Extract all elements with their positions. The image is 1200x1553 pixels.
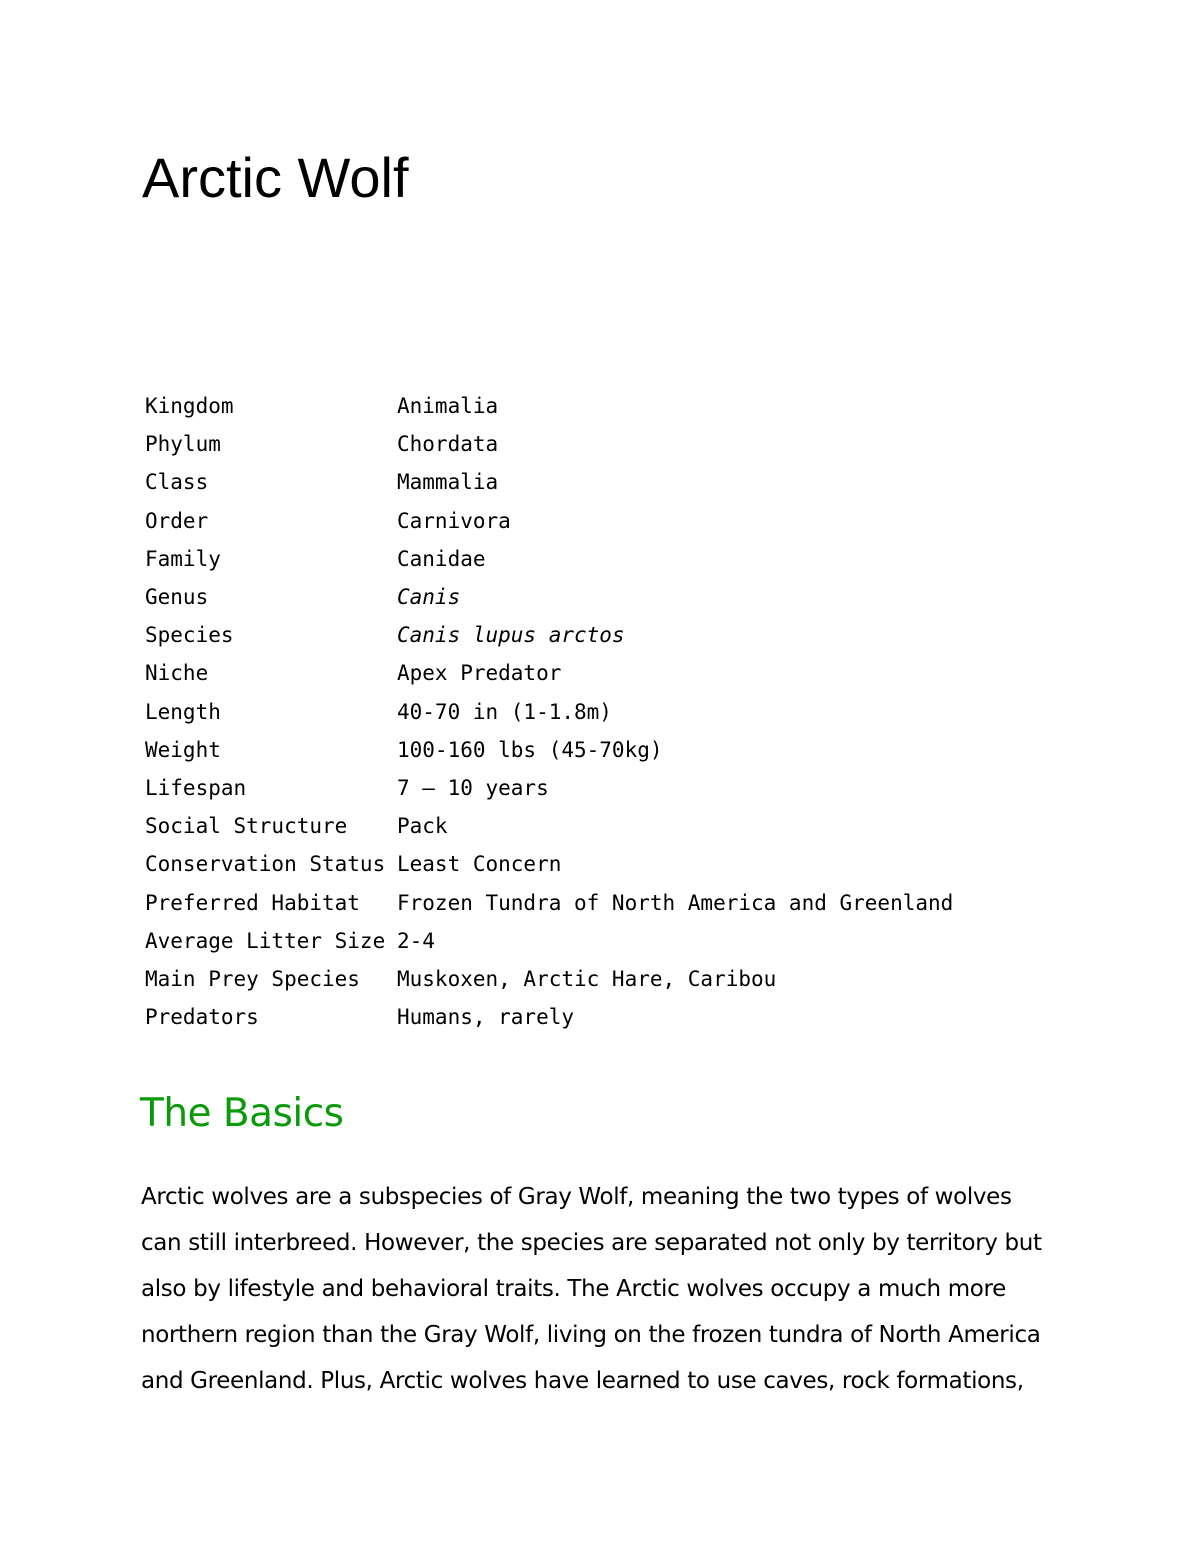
section-heading: The Basics (140, 1091, 344, 1136)
paragraph-line: Arctic wolves are a subspecies of Gray Wolf, meaning the two types of wolves (141, 1184, 1012, 1210)
paragraph-line: can still interbreed. However, the species are separated not only by territory but (141, 1230, 1042, 1256)
fact-value: Mammalia (397, 470, 499, 495)
fact-value: 2-4 (397, 928, 435, 953)
fact-row (145, 960, 953, 998)
fact-value: Humans, rarely (397, 1005, 575, 1030)
fact-label: Predators (145, 1005, 259, 1030)
fact-label: Niche (145, 661, 209, 686)
fact-value: Canis (397, 585, 461, 610)
fact-value: Carnivora (397, 508, 511, 533)
fact-label: Species (145, 623, 234, 648)
fact-label: Weight (145, 737, 221, 762)
fact-value: Muskoxen, Arctic Hare, Caribou (397, 967, 777, 992)
fact-row (145, 540, 953, 578)
fact-value: Animalia (397, 394, 499, 418)
fact-row (145, 807, 953, 845)
fact-label: Class (145, 470, 209, 495)
fact-row (145, 616, 953, 654)
fact-row (145, 769, 953, 807)
fact-row (145, 922, 953, 960)
fact-row (145, 845, 953, 883)
fact-label: Genus (145, 585, 209, 610)
fact-row (145, 654, 953, 692)
fact-row (145, 731, 953, 769)
fact-label: Social Structure (145, 814, 348, 839)
fact-label: Kingdom (145, 394, 234, 418)
fact-value: Canis lupus arctos (397, 623, 625, 648)
fact-label: Average Litter Size (145, 928, 386, 953)
fact-value: Chordata (397, 432, 499, 457)
fact-label: Length (145, 699, 221, 724)
fact-row (145, 693, 953, 731)
fact-label: Main Prey Species (145, 967, 360, 992)
fact-value: Least Concern (397, 852, 562, 877)
fact-value: Frozen Tundra of North America and Greenland (397, 890, 954, 915)
fact-value: Pack (397, 814, 448, 839)
fact-row (145, 425, 953, 463)
fact-value: Apex Predator (397, 661, 562, 686)
fact-row (145, 998, 953, 1036)
paragraph-line: also by lifestyle and behavioral traits. The Arctic wolves occupy a much more (141, 1276, 1006, 1302)
fact-sheet (145, 387, 953, 1036)
fact-row (145, 463, 953, 501)
fact-row (145, 502, 953, 540)
fact-value: Canidae (397, 546, 486, 571)
fact-value: 7 – 10 years (397, 776, 549, 801)
fact-label: Phylum (145, 432, 221, 457)
fact-label: Family (145, 546, 221, 571)
fact-label: Lifespan (145, 776, 247, 801)
fact-label: Conservation Status (145, 852, 386, 877)
fact-row (145, 578, 953, 616)
section-body (141, 1174, 1061, 1404)
fact-label: Order (145, 508, 209, 533)
fact-row (145, 387, 953, 425)
fact-value: 40-70 in (1-1.8m) (397, 699, 612, 724)
fact-label: Preferred Habitat (145, 890, 360, 915)
paragraph-line: northern region than the Gray Wolf, living on the frozen tundra of North America (141, 1322, 1041, 1348)
fact-row (145, 884, 953, 922)
fact-value: 100-160 lbs (45-70kg) (397, 737, 663, 762)
paragraph-line: and Greenland. Plus, Arctic wolves have learned to use caves, rock formations, (141, 1368, 1024, 1394)
document-title: Arctic Wolf (142, 146, 409, 209)
